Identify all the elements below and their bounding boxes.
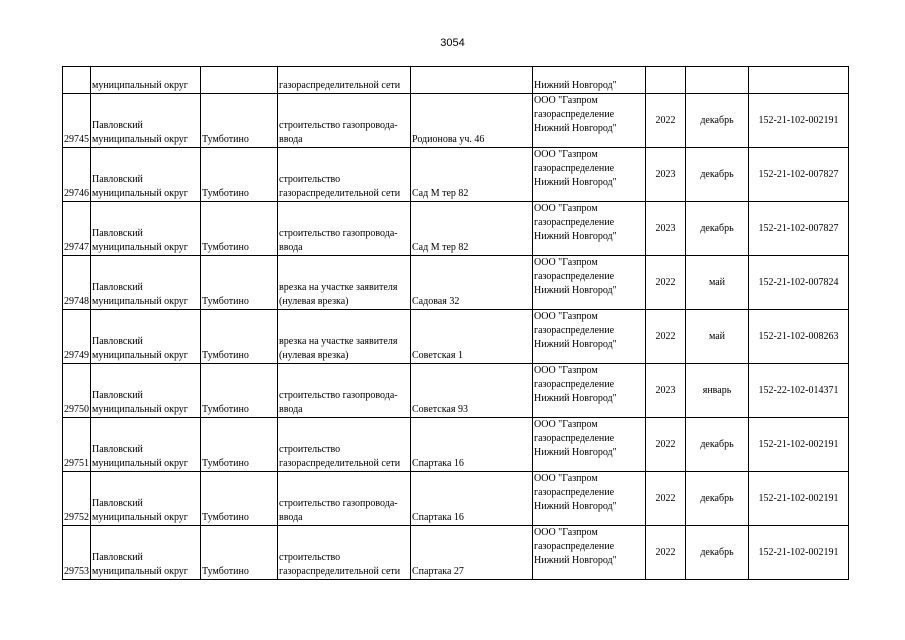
municipality-line: муниципальный округ [92, 242, 188, 253]
municipality-line: Павловский [92, 228, 143, 239]
cell-organization [533, 148, 646, 202]
cell-municipality [91, 256, 201, 310]
table-row [63, 202, 849, 256]
cell-locality [201, 67, 278, 94]
cell-organization: Нижний Новгород" [533, 67, 646, 94]
municipality-line: Павловский [92, 174, 143, 185]
cell-locality: Тумботино [201, 310, 278, 364]
cell-work-type [278, 418, 411, 472]
cell-year: 2023 [646, 202, 686, 256]
work-type-line: ввода [279, 404, 303, 415]
organization-line: газораспределение [534, 433, 615, 444]
cell-work-type [278, 256, 411, 310]
cell-year: 2022 [646, 310, 686, 364]
cell-address: Советская 1 [411, 310, 533, 364]
cell-month: январь [686, 364, 749, 418]
organization-line: газораспределение [534, 541, 615, 552]
table-row [63, 364, 849, 418]
cell-address: Спартака 27 [411, 526, 533, 580]
work-type-line: строительство [279, 174, 341, 185]
cell-year [646, 67, 686, 94]
municipality-line: муниципальный округ [92, 404, 188, 415]
cell-work-type [278, 526, 411, 580]
cell-work-type [278, 202, 411, 256]
cell-municipality [91, 310, 201, 364]
cell-work-type [278, 148, 411, 202]
organization-line: Нижний Новгород" [534, 501, 617, 512]
organization-line: ООО "Газпром [534, 149, 598, 160]
work-type-line: (нулевая врезка) [279, 350, 349, 361]
cell-code: 152-21-102-007824 [749, 256, 849, 310]
cell-year: 2023 [646, 148, 686, 202]
organization-line: ООО "Газпром [534, 257, 598, 268]
cell-number: 29750 [63, 364, 91, 418]
organization-line: ООО "Газпром [534, 203, 598, 214]
municipality-line: Павловский [92, 282, 143, 293]
cell-address: Родионова уч. 46 [411, 94, 533, 148]
organization-line: ООО "Газпром [534, 419, 598, 430]
municipality-line: муниципальный округ [92, 566, 188, 577]
cell-code: 152-21-102-008263 [749, 310, 849, 364]
cell-municipality [91, 418, 201, 472]
cell-locality: Тумботино [201, 418, 278, 472]
cell-organization [533, 364, 646, 418]
work-type-line: ввода [279, 242, 303, 253]
page-number: 3054 [440, 37, 465, 49]
cell-month: декабрь [686, 94, 749, 148]
work-type-line: газораспределительной сети [279, 566, 401, 577]
organization-line: Нижний Новгород" [534, 123, 617, 134]
cell-month [686, 67, 749, 94]
organization-line: ООО "Газпром [534, 95, 598, 106]
cell-organization [533, 310, 646, 364]
organization-line: Нижний Новгород" [534, 555, 617, 566]
cell-municipality [91, 148, 201, 202]
cell-address: Садовая 32 [411, 256, 533, 310]
cell-municipality: муниципальный округ [91, 67, 201, 94]
cell-number: 29749 [63, 310, 91, 364]
organization-line: газораспределение [534, 325, 615, 336]
cell-municipality [91, 526, 201, 580]
registry-table [62, 66, 849, 580]
municipality-line: муниципальный округ [92, 134, 188, 145]
table-row [63, 310, 849, 364]
table-row [63, 94, 849, 148]
work-type-line: ввода [279, 134, 303, 145]
cell-month: декабрь [686, 526, 749, 580]
cell-number: 29745 [63, 94, 91, 148]
cell-code: 152-22-102-014371 [749, 364, 849, 418]
cell-organization [533, 94, 646, 148]
municipality-line: Павловский [92, 552, 143, 563]
municipality-line: Павловский [92, 498, 143, 509]
organization-line: Нижний Новгород" [534, 285, 617, 296]
work-type-line: строительство газопровода- [279, 498, 398, 509]
organization-line: Нижний Новгород" [534, 339, 617, 350]
cell-number: 29747 [63, 202, 91, 256]
cell-organization [533, 418, 646, 472]
cell-organization [533, 472, 646, 526]
municipality-line: муниципальный округ [92, 188, 188, 199]
organization-line: ООО "Газпром [534, 473, 598, 484]
cell-code [749, 67, 849, 94]
work-type-line: строительство газопровода- [279, 120, 398, 131]
table-row [63, 526, 849, 580]
table-row [63, 148, 849, 202]
work-type-line: строительство газопровода- [279, 228, 398, 239]
cell-work-type: газораспределительной сети [278, 67, 411, 94]
cell-code: 152-21-102-007827 [749, 202, 849, 256]
cell-address: Советская 93 [411, 364, 533, 418]
cell-month: декабрь [686, 472, 749, 526]
cell-year: 2022 [646, 256, 686, 310]
organization-line: газораспределение [534, 487, 615, 498]
organization-line: газораспределение [534, 217, 615, 228]
cell-address: Спартака 16 [411, 418, 533, 472]
work-type-line: газораспределительной сети [279, 188, 401, 199]
work-type-line: строительство [279, 552, 341, 563]
cell-address: Сад М тер 82 [411, 202, 533, 256]
cell-month: май [686, 310, 749, 364]
cell-organization [533, 256, 646, 310]
cell-number: 29748 [63, 256, 91, 310]
municipality-line: Павловский [92, 390, 143, 401]
municipality-line: муниципальный округ [92, 458, 188, 469]
cell-number: 29752 [63, 472, 91, 526]
work-type-line: врезка на участке заявителя [279, 336, 398, 347]
organization-line: газораспределение [534, 109, 615, 120]
cell-month: декабрь [686, 148, 749, 202]
cell-locality: Тумботино [201, 256, 278, 310]
organization-line: ООО "Газпром [534, 311, 598, 322]
municipality-line: муниципальный округ [92, 350, 188, 361]
organization-line: ООО "Газпром [534, 365, 598, 376]
cell-number: 29753 [63, 526, 91, 580]
work-type-line: (нулевая врезка) [279, 296, 349, 307]
organization-line: Нижний Новгород" [534, 447, 617, 458]
cell-code: 152-21-102-002191 [749, 472, 849, 526]
cell-work-type [278, 472, 411, 526]
work-type-line: газораспределительной сети [279, 458, 401, 469]
table-row [63, 256, 849, 310]
cell-number: 29746 [63, 148, 91, 202]
cell-month: декабрь [686, 202, 749, 256]
cell-locality: Тумботино [201, 94, 278, 148]
table-row-continuation [63, 67, 849, 94]
work-type-line: строительство газопровода- [279, 390, 398, 401]
work-type-line: строительство [279, 444, 341, 455]
municipality-line: муниципальный округ [92, 296, 188, 307]
table-row [63, 472, 849, 526]
work-type-line: ввода [279, 512, 303, 523]
cell-year: 2022 [646, 94, 686, 148]
organization-line: Нижний Новгород" [534, 393, 617, 404]
cell-code: 152-21-102-002191 [749, 526, 849, 580]
organization-line: газораспределение [534, 163, 615, 174]
cell-number: 29751 [63, 418, 91, 472]
cell-municipality [91, 472, 201, 526]
organization-line: газораспределение [534, 379, 615, 390]
organization-line: газораспределение [534, 271, 615, 282]
municipality-line: Павловский [92, 336, 143, 347]
cell-organization [533, 202, 646, 256]
registry-table-body [63, 67, 849, 580]
cell-month: декабрь [686, 418, 749, 472]
cell-municipality [91, 202, 201, 256]
cell-number [63, 67, 91, 94]
cell-address: Сад М тер 82 [411, 148, 533, 202]
cell-code: 152-21-102-002191 [749, 418, 849, 472]
cell-address [411, 67, 533, 94]
organization-line: ООО "Газпром [534, 527, 598, 538]
cell-work-type [278, 310, 411, 364]
cell-locality: Тумботино [201, 472, 278, 526]
cell-year: 2022 [646, 526, 686, 580]
municipality-line: муниципальный округ [92, 512, 188, 523]
municipality-line: Павловский [92, 444, 143, 455]
cell-year: 2022 [646, 418, 686, 472]
table-row [63, 418, 849, 472]
organization-line: Нижний Новгород" [534, 231, 617, 242]
cell-locality: Тумботино [201, 148, 278, 202]
cell-year: 2023 [646, 364, 686, 418]
municipality-line: Павловский [92, 120, 143, 131]
cell-address: Спартака 16 [411, 472, 533, 526]
cell-locality: Тумботино [201, 202, 278, 256]
cell-code: 152-21-102-007827 [749, 148, 849, 202]
cell-work-type [278, 94, 411, 148]
cell-month: май [686, 256, 749, 310]
cell-work-type [278, 364, 411, 418]
organization-line: Нижний Новгород" [534, 177, 617, 188]
cell-locality: Тумботино [201, 364, 278, 418]
cell-locality: Тумботино [201, 526, 278, 580]
cell-code: 152-21-102-002191 [749, 94, 849, 148]
cell-year: 2022 [646, 472, 686, 526]
cell-municipality [91, 94, 201, 148]
cell-organization [533, 526, 646, 580]
cell-municipality [91, 364, 201, 418]
work-type-line: врезка на участке заявителя [279, 282, 398, 293]
